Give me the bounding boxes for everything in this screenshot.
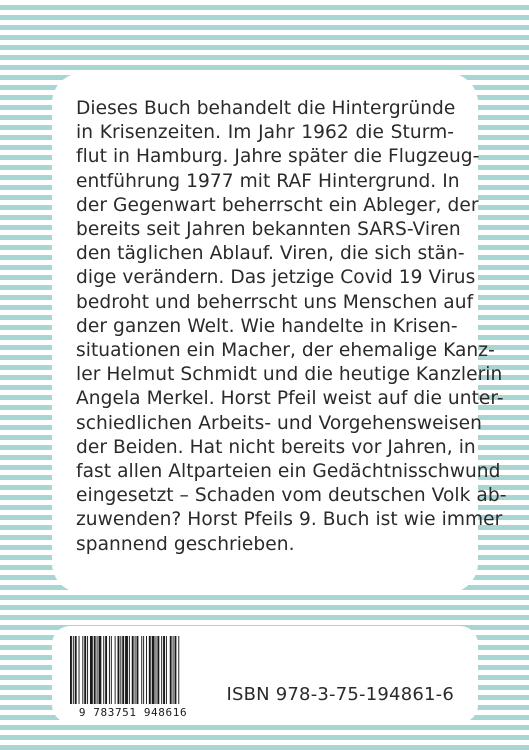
- blurb-line: fast allen Altparteien ein Gedächtnisschwund: [76, 461, 501, 483]
- blurb-line: bedroht und beherrscht uns Menschen auf: [76, 291, 474, 313]
- blurb-line: in Krisenzeiten. Im Jahr 1962 die Sturm-: [76, 122, 454, 144]
- barcode-icon: [64, 632, 202, 718]
- isbn-label: ISBN 978-3-75-194861-6: [226, 684, 454, 705]
- blurb-line: den täglichen Ablauf. Viren, die sich stän-: [76, 243, 465, 265]
- blurb-line: entführung 1977 mit RAF Hintergrund. In: [76, 170, 460, 192]
- blurb-line: flut in Hamburg. Jahre später die Flugzeug-: [76, 146, 480, 168]
- blurb-line: Dieses Buch behandelt die Hintergründe: [76, 98, 456, 119]
- blurb-line: dige verändern. Das jetzige Covid 19 Virus: [76, 267, 476, 289]
- blurb-line: situationen ein Macher, der ehemalige Kanz-: [76, 340, 495, 362]
- barcode-strip: [52, 626, 478, 723]
- blurb-line: Angela Merkel. Horst Pfeil weist auf die unter-: [76, 388, 504, 410]
- blurb-line: der Gegenwart beherrscht ein Ableger, der: [76, 194, 479, 216]
- blurb-text: [76, 97, 507, 557]
- blurb-line: der ganzen Welt. Wie handelte in Krisen-: [76, 315, 458, 337]
- barcode-digits: 9 783751 948616: [78, 706, 188, 718]
- blurb-line: der Beiden. Hat nicht bereits vor Jahren, in: [76, 436, 476, 458]
- blurb-line: spannend geschrieben.: [76, 533, 295, 555]
- blurb-panel: [52, 73, 507, 593]
- blurb-line: ler Helmut Schmidt und die heutige Kanzlerin: [76, 364, 503, 386]
- blurb-line: schiedlichen Arbeits- und Vorgehensweisen: [76, 412, 482, 434]
- blurb-line: zuwenden? Horst Pfeils 9. Buch ist wie immer: [76, 509, 503, 531]
- blurb-line: bereits seit Jahren bekannten SARS-Viren: [76, 219, 461, 241]
- blurb-line: eingesetzt – Schaden vom deutschen Volk ab-: [76, 485, 507, 507]
